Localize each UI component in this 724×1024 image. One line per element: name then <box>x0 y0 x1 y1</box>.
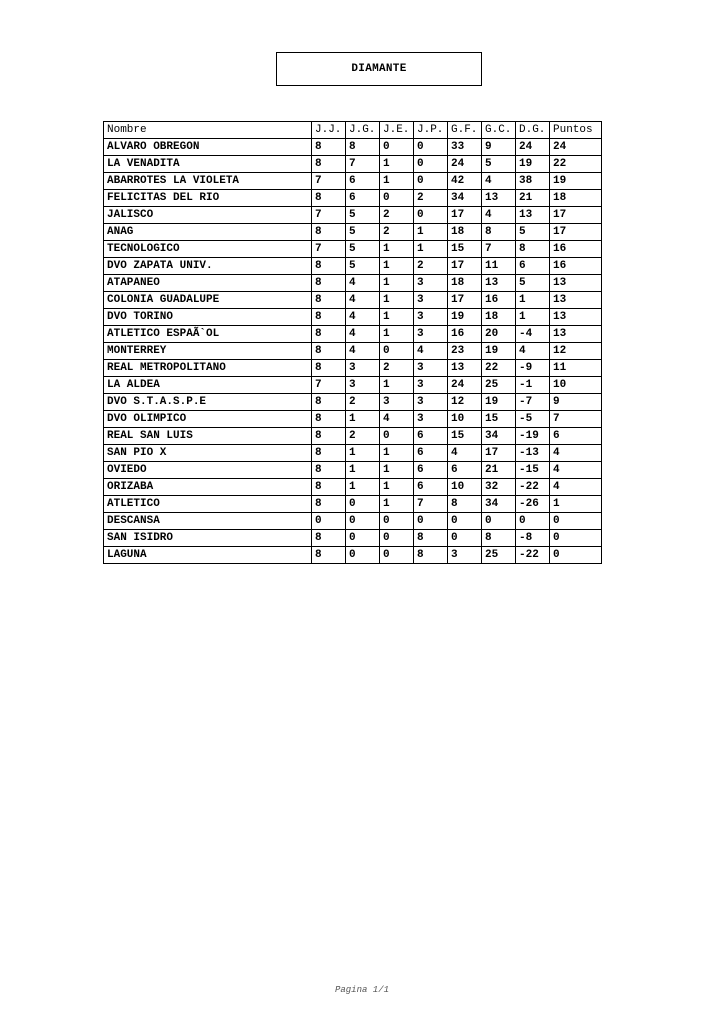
jg-cell: 3 <box>346 360 380 377</box>
je-cell: 1 <box>380 241 414 258</box>
gc-cell: 15 <box>482 411 516 428</box>
dg-cell: -13 <box>516 445 550 462</box>
jj-cell: 8 <box>312 445 346 462</box>
dg-cell: 4 <box>516 343 550 360</box>
gf-cell: 10 <box>448 479 482 496</box>
puntos-cell: 19 <box>550 173 602 190</box>
je-cell: 1 <box>380 326 414 343</box>
dg-cell: 19 <box>516 156 550 173</box>
team-name-cell: DESCANSA <box>104 513 312 530</box>
gf-cell: 3 <box>448 547 482 564</box>
table-row <box>104 326 602 343</box>
gf-cell: 16 <box>448 326 482 343</box>
jg-cell: 4 <box>346 309 380 326</box>
jp-cell: 3 <box>414 309 448 326</box>
puntos-cell: 7 <box>550 411 602 428</box>
puntos-cell: 13 <box>550 275 602 292</box>
jj-cell: 0 <box>312 513 346 530</box>
gf-cell: 18 <box>448 275 482 292</box>
puntos-cell: 16 <box>550 241 602 258</box>
jg-cell: 5 <box>346 207 380 224</box>
dg-cell: -9 <box>516 360 550 377</box>
puntos-cell: 13 <box>550 309 602 326</box>
jg-cell: 6 <box>346 173 380 190</box>
dg-cell: 1 <box>516 292 550 309</box>
je-cell: 3 <box>380 394 414 411</box>
team-name-cell: REAL SAN LUIS <box>104 428 312 445</box>
puntos-cell: 13 <box>550 326 602 343</box>
puntos-cell: 10 <box>550 377 602 394</box>
table-row <box>104 394 602 411</box>
gf-cell: 18 <box>448 224 482 241</box>
jg-cell: 3 <box>346 377 380 394</box>
jj-cell: 8 <box>312 292 346 309</box>
jp-cell: 2 <box>414 258 448 275</box>
gf-cell: 10 <box>448 411 482 428</box>
jp-cell: 4 <box>414 343 448 360</box>
jp-cell: 3 <box>414 360 448 377</box>
gc-cell: 22 <box>482 360 516 377</box>
jj-cell: 8 <box>312 462 346 479</box>
jp-cell: 1 <box>414 224 448 241</box>
jp-cell: 7 <box>414 496 448 513</box>
jg-cell: 6 <box>346 190 380 207</box>
column-header-puntos: Puntos <box>550 122 602 139</box>
gc-cell: 19 <box>482 394 516 411</box>
jj-cell: 8 <box>312 496 346 513</box>
jp-cell: 2 <box>414 190 448 207</box>
table-row <box>104 173 602 190</box>
table-row <box>104 411 602 428</box>
jj-cell: 8 <box>312 309 346 326</box>
table-row <box>104 343 602 360</box>
table-row <box>104 496 602 513</box>
team-name-cell: ORIZABA <box>104 479 312 496</box>
gc-cell: 21 <box>482 462 516 479</box>
team-name-cell: DVO ZAPATA UNIV. <box>104 258 312 275</box>
jg-cell: 5 <box>346 241 380 258</box>
gc-cell: 9 <box>482 139 516 156</box>
column-header-jj: J.J. <box>312 122 346 139</box>
gf-cell: 17 <box>448 292 482 309</box>
column-header-nombre: Nombre <box>104 122 312 139</box>
team-name-cell: TECNOLOGICO <box>104 241 312 258</box>
je-cell: 2 <box>380 224 414 241</box>
jj-cell: 7 <box>312 377 346 394</box>
team-name-cell: FELICITAS DEL RIO <box>104 190 312 207</box>
je-cell: 0 <box>380 547 414 564</box>
jj-cell: 8 <box>312 275 346 292</box>
jp-cell: 8 <box>414 547 448 564</box>
jj-cell: 8 <box>312 190 346 207</box>
puntos-cell: 4 <box>550 462 602 479</box>
team-name-cell: REAL METROPOLITANO <box>104 360 312 377</box>
puntos-cell: 17 <box>550 207 602 224</box>
gc-cell: 34 <box>482 496 516 513</box>
team-name-cell: ANAG <box>104 224 312 241</box>
dg-cell: -19 <box>516 428 550 445</box>
jg-cell: 1 <box>346 445 380 462</box>
gf-cell: 17 <box>448 258 482 275</box>
table-row <box>104 445 602 462</box>
jp-cell: 0 <box>414 156 448 173</box>
team-name-cell: COLONIA GUADALUPE <box>104 292 312 309</box>
gf-cell: 4 <box>448 445 482 462</box>
team-name-cell: DVO OLIMPICO <box>104 411 312 428</box>
jp-cell: 3 <box>414 394 448 411</box>
dg-cell: -26 <box>516 496 550 513</box>
gc-cell: 19 <box>482 343 516 360</box>
jp-cell: 3 <box>414 411 448 428</box>
gf-cell: 33 <box>448 139 482 156</box>
jj-cell: 8 <box>312 394 346 411</box>
jj-cell: 7 <box>312 173 346 190</box>
gc-cell: 18 <box>482 309 516 326</box>
team-name-cell: ABARROTES LA VIOLETA <box>104 173 312 190</box>
gf-cell: 0 <box>448 530 482 547</box>
je-cell: 1 <box>380 377 414 394</box>
dg-cell: -7 <box>516 394 550 411</box>
standings-table <box>103 121 602 564</box>
gf-cell: 24 <box>448 377 482 394</box>
jp-cell: 3 <box>414 275 448 292</box>
column-header-jp: J.P. <box>414 122 448 139</box>
dg-cell: 5 <box>516 224 550 241</box>
je-cell: 0 <box>380 139 414 156</box>
gc-cell: 4 <box>482 207 516 224</box>
team-name-cell: DVO S.T.A.S.P.E <box>104 394 312 411</box>
table-row <box>104 377 602 394</box>
table-row <box>104 309 602 326</box>
jj-cell: 8 <box>312 326 346 343</box>
gf-cell: 8 <box>448 496 482 513</box>
je-cell: 1 <box>380 173 414 190</box>
column-header-dg: D.G. <box>516 122 550 139</box>
je-cell: 0 <box>380 513 414 530</box>
jp-cell: 0 <box>414 139 448 156</box>
puntos-cell: 9 <box>550 394 602 411</box>
team-name-cell: ATLETICO <box>104 496 312 513</box>
jg-cell: 4 <box>346 275 380 292</box>
dg-cell: 21 <box>516 190 550 207</box>
jp-cell: 3 <box>414 326 448 343</box>
gf-cell: 19 <box>448 309 482 326</box>
puntos-cell: 16 <box>550 258 602 275</box>
gc-cell: 13 <box>482 190 516 207</box>
dg-cell: -8 <box>516 530 550 547</box>
jj-cell: 8 <box>312 479 346 496</box>
jp-cell: 6 <box>414 428 448 445</box>
je-cell: 0 <box>380 530 414 547</box>
dg-cell: -22 <box>516 479 550 496</box>
jj-cell: 8 <box>312 258 346 275</box>
jg-cell: 5 <box>346 224 380 241</box>
gf-cell: 13 <box>448 360 482 377</box>
table-row <box>104 258 602 275</box>
team-name-cell: LAGUNA <box>104 547 312 564</box>
puntos-cell: 18 <box>550 190 602 207</box>
gf-cell: 23 <box>448 343 482 360</box>
puntos-cell: 6 <box>550 428 602 445</box>
jp-cell: 1 <box>414 241 448 258</box>
puntos-cell: 24 <box>550 139 602 156</box>
table-row <box>104 207 602 224</box>
jg-cell: 1 <box>346 462 380 479</box>
puntos-cell: 11 <box>550 360 602 377</box>
jg-cell: 7 <box>346 156 380 173</box>
table-row <box>104 360 602 377</box>
jj-cell: 7 <box>312 207 346 224</box>
jg-cell: 2 <box>346 394 380 411</box>
je-cell: 1 <box>380 275 414 292</box>
jj-cell: 8 <box>312 547 346 564</box>
gc-cell: 7 <box>482 241 516 258</box>
je-cell: 0 <box>380 343 414 360</box>
dg-cell: 1 <box>516 309 550 326</box>
jj-cell: 7 <box>312 241 346 258</box>
je-cell: 1 <box>380 462 414 479</box>
je-cell: 1 <box>380 479 414 496</box>
je-cell: 2 <box>380 360 414 377</box>
gc-cell: 11 <box>482 258 516 275</box>
table-row <box>104 479 602 496</box>
jp-cell: 6 <box>414 445 448 462</box>
table-row <box>104 139 602 156</box>
gc-cell: 8 <box>482 224 516 241</box>
gc-cell: 17 <box>482 445 516 462</box>
table-row <box>104 530 602 547</box>
gc-cell: 8 <box>482 530 516 547</box>
je-cell: 2 <box>380 207 414 224</box>
jg-cell: 4 <box>346 292 380 309</box>
jg-cell: 4 <box>346 343 380 360</box>
gc-cell: 4 <box>482 173 516 190</box>
team-name-cell: DVO TORINO <box>104 309 312 326</box>
jg-cell: 5 <box>346 258 380 275</box>
je-cell: 4 <box>380 411 414 428</box>
gf-cell: 12 <box>448 394 482 411</box>
team-name-cell: SAN ISIDRO <box>104 530 312 547</box>
puntos-cell: 12 <box>550 343 602 360</box>
jg-cell: 4 <box>346 326 380 343</box>
gc-cell: 16 <box>482 292 516 309</box>
puntos-cell: 22 <box>550 156 602 173</box>
je-cell: 1 <box>380 156 414 173</box>
gf-cell: 17 <box>448 207 482 224</box>
jp-cell: 0 <box>414 173 448 190</box>
je-cell: 1 <box>380 258 414 275</box>
jj-cell: 8 <box>312 360 346 377</box>
jg-cell: 0 <box>346 547 380 564</box>
team-name-cell: LA VENADITA <box>104 156 312 173</box>
jg-cell: 0 <box>346 496 380 513</box>
jj-cell: 8 <box>312 428 346 445</box>
puntos-cell: 13 <box>550 292 602 309</box>
gc-cell: 34 <box>482 428 516 445</box>
table-row <box>104 462 602 479</box>
column-header-jg: J.G. <box>346 122 380 139</box>
gf-cell: 0 <box>448 513 482 530</box>
puntos-cell: 0 <box>550 530 602 547</box>
table-row <box>104 275 602 292</box>
dg-cell: 8 <box>516 241 550 258</box>
dg-cell: 24 <box>516 139 550 156</box>
jj-cell: 8 <box>312 139 346 156</box>
dg-cell: 38 <box>516 173 550 190</box>
column-header-gc: G.C. <box>482 122 516 139</box>
puntos-cell: 4 <box>550 479 602 496</box>
gf-cell: 15 <box>448 241 482 258</box>
je-cell: 1 <box>380 309 414 326</box>
gc-cell: 25 <box>482 377 516 394</box>
jp-cell: 3 <box>414 377 448 394</box>
table-row <box>104 428 602 445</box>
table-row <box>104 292 602 309</box>
gf-cell: 6 <box>448 462 482 479</box>
jp-cell: 6 <box>414 479 448 496</box>
puntos-cell: 0 <box>550 547 602 564</box>
je-cell: 1 <box>380 445 414 462</box>
dg-cell: -4 <box>516 326 550 343</box>
jp-cell: 8 <box>414 530 448 547</box>
jp-cell: 0 <box>414 513 448 530</box>
gf-cell: 24 <box>448 156 482 173</box>
jg-cell: 0 <box>346 513 380 530</box>
team-name-cell: ALVARO OBREGON <box>104 139 312 156</box>
puntos-cell: 4 <box>550 445 602 462</box>
jj-cell: 8 <box>312 343 346 360</box>
jg-cell: 2 <box>346 428 380 445</box>
jp-cell: 3 <box>414 292 448 309</box>
puntos-cell: 0 <box>550 513 602 530</box>
dg-cell: -1 <box>516 377 550 394</box>
team-name-cell: ATAPANEO <box>104 275 312 292</box>
table-row <box>104 156 602 173</box>
dg-cell: -22 <box>516 547 550 564</box>
gc-cell: 0 <box>482 513 516 530</box>
gc-cell: 20 <box>482 326 516 343</box>
table-header-row <box>104 122 602 139</box>
standings-body <box>104 139 602 564</box>
gc-cell: 25 <box>482 547 516 564</box>
je-cell: 1 <box>380 496 414 513</box>
jj-cell: 8 <box>312 156 346 173</box>
jp-cell: 0 <box>414 207 448 224</box>
page-footer: Pagina 1/1 <box>334 985 389 995</box>
gf-cell: 34 <box>448 190 482 207</box>
jg-cell: 1 <box>346 411 380 428</box>
dg-cell: -15 <box>516 462 550 479</box>
jj-cell: 8 <box>312 411 346 428</box>
puntos-cell: 17 <box>550 224 602 241</box>
table-row <box>104 547 602 564</box>
dg-cell: 0 <box>516 513 550 530</box>
team-name-cell: MONTERREY <box>104 343 312 360</box>
je-cell: 0 <box>380 190 414 207</box>
gc-cell: 13 <box>482 275 516 292</box>
column-header-je: J.E. <box>380 122 414 139</box>
table-row <box>104 241 602 258</box>
dg-cell: 13 <box>516 207 550 224</box>
team-name-cell: SAN PIO X <box>104 445 312 462</box>
page-title: DIAMANTE <box>276 52 482 86</box>
puntos-cell: 1 <box>550 496 602 513</box>
team-name-cell: LA ALDEA <box>104 377 312 394</box>
table-row <box>104 190 602 207</box>
gc-cell: 32 <box>482 479 516 496</box>
je-cell: 1 <box>380 292 414 309</box>
jj-cell: 8 <box>312 224 346 241</box>
jp-cell: 6 <box>414 462 448 479</box>
gf-cell: 15 <box>448 428 482 445</box>
gc-cell: 5 <box>482 156 516 173</box>
column-header-gf: G.F. <box>448 122 482 139</box>
gf-cell: 42 <box>448 173 482 190</box>
jg-cell: 1 <box>346 479 380 496</box>
dg-cell: -5 <box>516 411 550 428</box>
jg-cell: 8 <box>346 139 380 156</box>
dg-cell: 6 <box>516 258 550 275</box>
jg-cell: 0 <box>346 530 380 547</box>
team-name-cell: OVIEDO <box>104 462 312 479</box>
team-name-cell: ATLETICO ESPAÃ`OL <box>104 326 312 343</box>
dg-cell: 5 <box>516 275 550 292</box>
table-row <box>104 513 602 530</box>
team-name-cell: JALISCO <box>104 207 312 224</box>
table-row <box>104 224 602 241</box>
je-cell: 0 <box>380 428 414 445</box>
jj-cell: 8 <box>312 530 346 547</box>
